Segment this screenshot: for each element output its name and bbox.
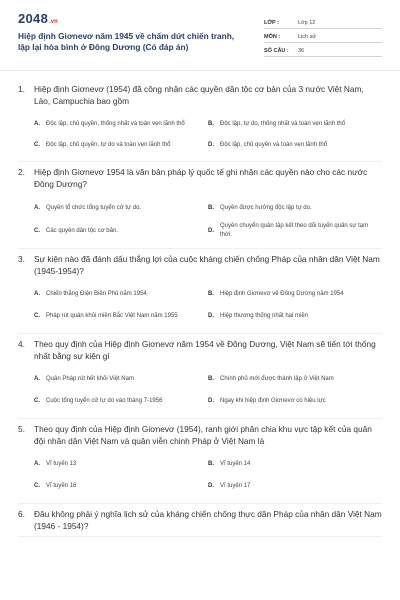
answer-option-c[interactable]	[34, 135, 208, 155]
answer-option-a[interactable]	[34, 453, 208, 475]
option-text: Vĩ tuyến 14	[220, 460, 251, 467]
answer-option-d[interactable]	[208, 305, 382, 327]
logo-text: 2048	[18, 11, 49, 26]
option-text: Ngay khi hiệp định Giơnevơ có hiệu lực	[220, 397, 326, 404]
question-number: 3.	[18, 254, 25, 264]
option-letter: D.	[208, 398, 214, 404]
question-head	[18, 424, 382, 447]
meta-value: Lịch sử	[298, 34, 317, 40]
question-number: 5.	[18, 424, 25, 434]
question-3	[18, 249, 382, 334]
option-text: Hiệp định Giơnevơ về Đông Dương năm 1954	[220, 290, 344, 297]
option-text: Chiến thắng Điện Biên Phủ năm 1954	[46, 290, 147, 297]
answer-option-c[interactable]	[34, 220, 208, 242]
question-number: 6.	[18, 509, 25, 519]
document-header	[18, 0, 382, 70]
option-text: Quyền được hưởng độc lập tự do.	[220, 204, 312, 211]
answer-option-b[interactable]	[208, 453, 382, 475]
option-text: Cuộc tổng tuyển cử tự do vào tháng 7-1956	[46, 397, 163, 404]
option-text: Vĩ tuyến 17	[220, 482, 251, 489]
question-1	[18, 79, 382, 162]
answer-option-c[interactable]	[34, 305, 208, 327]
answer-option-d[interactable]	[208, 220, 382, 242]
answer-options	[18, 283, 382, 327]
answer-options	[18, 113, 382, 155]
meta-value: 36	[298, 48, 305, 54]
answer-option-a[interactable]	[34, 113, 208, 135]
meta-value: Lớp 12	[298, 20, 316, 26]
option-text: Hiệp thương thống nhất hai miền	[220, 312, 309, 319]
answer-option-d[interactable]	[208, 390, 382, 412]
question-head	[18, 339, 382, 362]
option-text: Quyền chuyển quân tập kết theo dõi tuyến quân sự tạm thời.	[220, 223, 369, 238]
answer-options	[18, 196, 382, 242]
option-letter: A.	[34, 121, 40, 127]
option-letter: D.	[208, 142, 214, 148]
question-6	[18, 504, 382, 537]
document-title: Hiệp định Giơnevơ năm 1945 về chấm dứt chiến tranh, lập lại hòa bình ở Đông Dương (Có đáp án)	[18, 31, 235, 52]
meta-key: MÔN :	[264, 34, 281, 40]
question-number: 1.	[18, 84, 25, 94]
option-letter: C.	[34, 228, 40, 234]
question-text: Sự kiện nào đã đánh dấu thắng lợi của cuộc kháng chiến chống Pháp của nhân dân Việt Nam (1945-1954)?	[34, 254, 380, 276]
option-letter: A.	[34, 461, 40, 467]
answer-options	[18, 368, 382, 412]
option-letter: A.	[34, 376, 40, 382]
option-letter: C.	[34, 483, 40, 489]
site-logo[interactable]	[18, 11, 248, 26]
answer-option-d[interactable]	[208, 475, 382, 497]
option-text: Quân Pháp rút hết khỏi Việt Nam	[46, 375, 134, 382]
answer-option-a[interactable]	[34, 283, 208, 305]
meta-row-grade	[264, 15, 382, 29]
option-letter: C.	[34, 142, 40, 148]
answer-option-b[interactable]	[208, 113, 382, 135]
option-letter: A.	[34, 205, 40, 211]
question-text: Theo quy định của Hiệp định Giơnevơ năm 1954 về Đông Dương, Việt Nam sẽ tiến tới thống nhất bằng sự kiện gì	[34, 339, 376, 361]
option-text: Vĩ tuyến 13	[46, 460, 77, 467]
option-text: Độc lập, chủ quyền và toàn vẹn lãnh thổ	[220, 141, 328, 148]
logo-domain: .vn	[49, 19, 58, 25]
answer-option-c[interactable]	[34, 475, 208, 497]
meta-row-subject	[264, 29, 382, 43]
header-left	[18, 11, 248, 70]
question-text: Hiệp định Giơnevơ (1954) đã công nhận các quyền dân tộc cơ bản của 3 nước Việt Nam, Lào, Campuchia bao gồm	[34, 84, 364, 106]
option-letter: B.	[208, 461, 214, 467]
answer-option-b[interactable]	[208, 283, 382, 305]
option-text: Vĩ tuyến 16	[46, 482, 77, 489]
document-meta	[264, 15, 382, 70]
question-5	[18, 419, 382, 504]
meta-key: LỚP :	[264, 20, 279, 26]
answer-options	[18, 453, 382, 497]
question-head	[18, 167, 382, 190]
question-text: Hiệp định Giơnevơ 1954 là văn bản pháp lý quốc tế ghi nhận các quyền nào cho các nước Đông Dương?	[34, 167, 368, 189]
answer-option-c[interactable]	[34, 390, 208, 412]
meta-key: SỐ CÂU :	[264, 48, 289, 54]
question-text: Theo quy định của Hiệp định Giơnevơ (1954), ranh giới phân chia khu vực tập kết của quân đội nhân dân Việt Nam và quân viễn chinh Pháp ở Việt Nam là	[34, 424, 372, 446]
option-letter: C.	[34, 313, 40, 319]
option-text: Độc lập, chủ quyền, tự do và toàn vẹn lãnh thổ	[46, 141, 171, 148]
option-text: Pháp rút quân khỏi miền Bắc Việt Nam năm 1955	[46, 312, 178, 319]
option-text: Các quyền dân tộc cơ bản.	[46, 227, 118, 234]
option-text: Quyền tổ chức tổng tuyển cử tự do.	[46, 204, 142, 211]
question-text: Đâu không phải ý nghĩa lịch sử của kháng chiến chống thực dân Pháp của nhân dân Việt Nam (1946 - 1954)?	[34, 509, 382, 531]
question-number: 2.	[18, 167, 25, 177]
answer-option-d[interactable]	[208, 135, 382, 155]
option-letter: B.	[208, 205, 214, 211]
option-letter: D.	[208, 483, 214, 489]
question-list	[18, 71, 382, 537]
option-letter: B.	[208, 376, 214, 382]
question-head	[18, 509, 382, 532]
option-letter: C.	[34, 398, 40, 404]
meta-row-count	[264, 43, 382, 57]
option-text: Độc lập, chủ quyền, thống nhất và toàn vẹn lãnh thổ	[46, 120, 185, 127]
answer-option-b[interactable]	[208, 196, 382, 220]
answer-option-b[interactable]	[208, 368, 382, 390]
option-letter: A.	[34, 291, 40, 297]
option-text: Chính phủ mới được thành lập ở Việt Nam	[220, 375, 334, 382]
option-letter: D.	[208, 313, 214, 319]
option-letter: D.	[208, 228, 214, 234]
option-letter: B.	[208, 121, 214, 127]
option-letter: B.	[208, 291, 214, 297]
question-number: 4.	[18, 339, 25, 349]
question-4	[18, 334, 382, 419]
question-head	[18, 84, 382, 107]
answer-option-a[interactable]	[34, 196, 208, 220]
question-2	[18, 162, 382, 249]
answer-option-a[interactable]	[34, 368, 208, 390]
option-text: Độc lập, tự do, thống nhất và toàn vẹn lãnh thổ	[220, 120, 346, 127]
question-head	[18, 254, 382, 277]
